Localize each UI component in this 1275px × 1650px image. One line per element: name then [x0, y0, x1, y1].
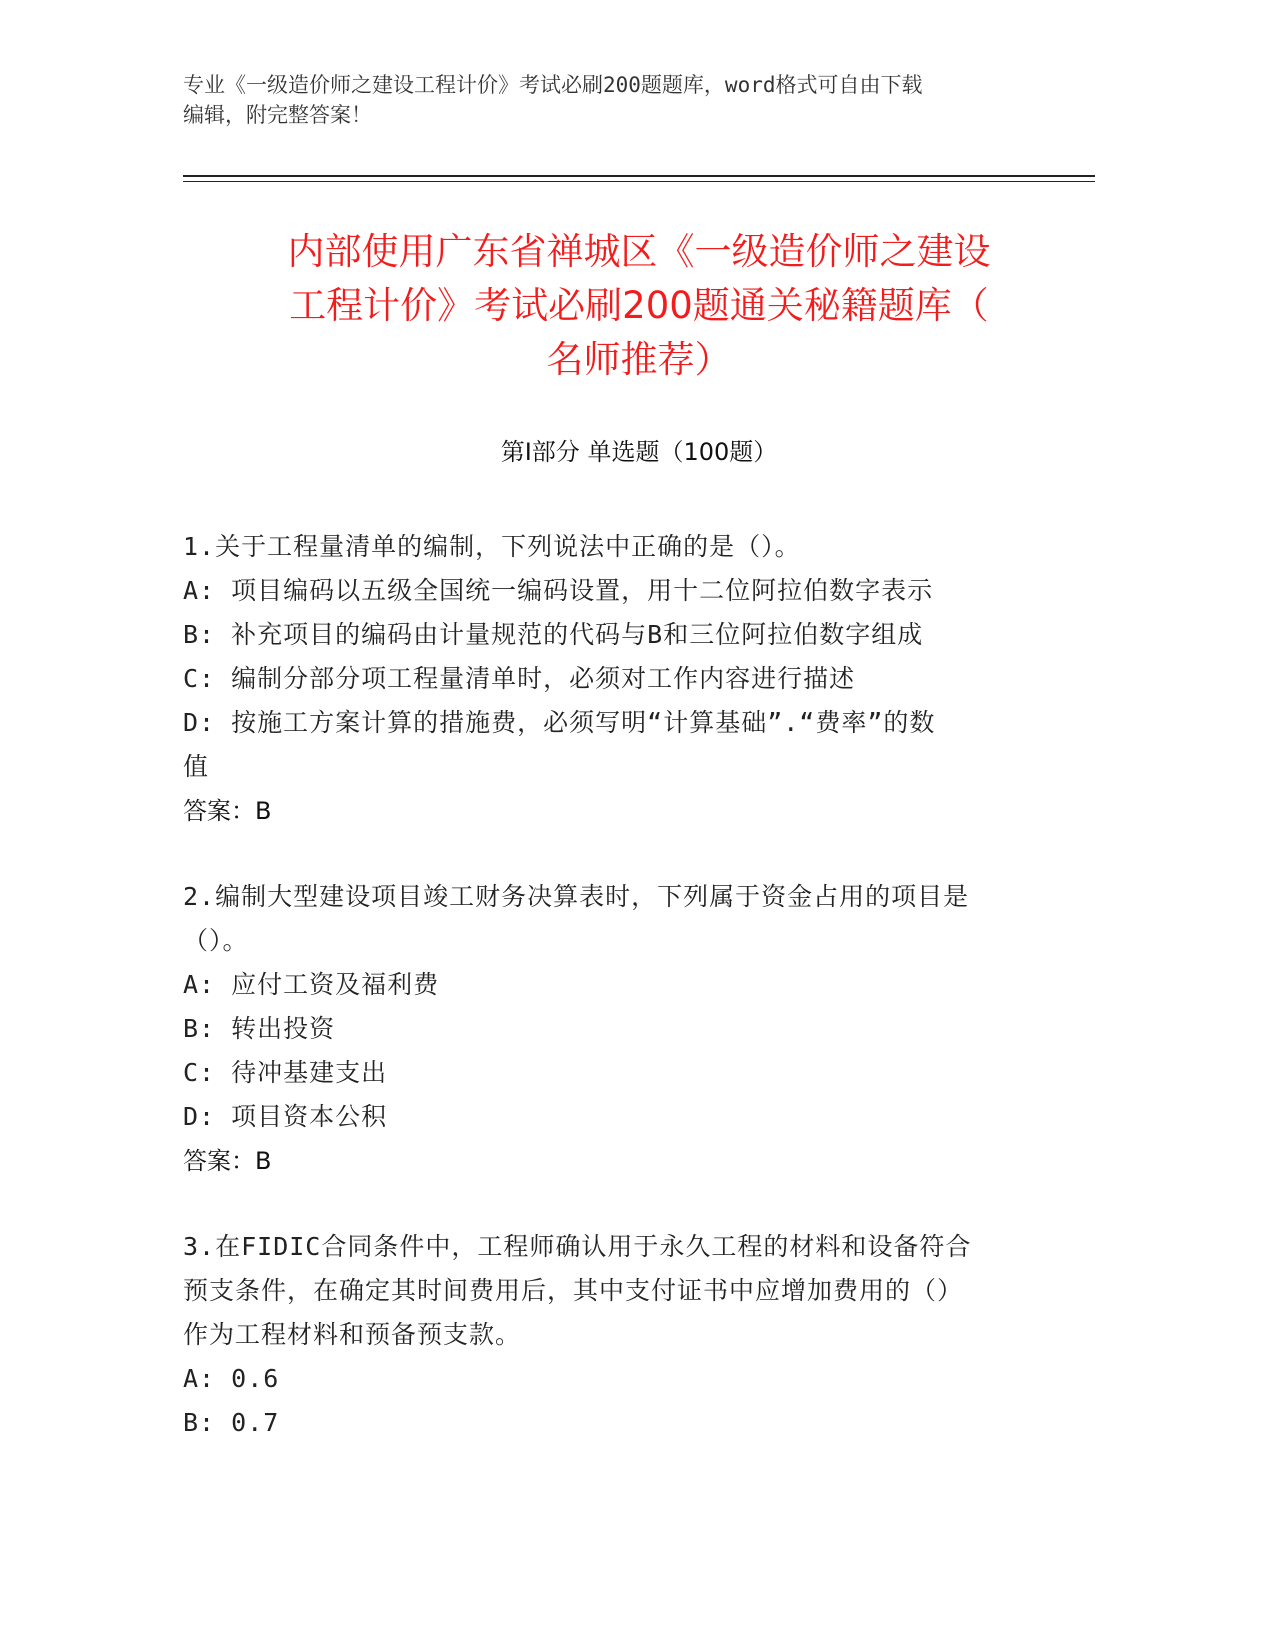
- question-1: [183, 525, 1083, 833]
- section-title: 第Ⅰ部分 单选题（100题）: [500, 438, 778, 466]
- header-divider-thin: [183, 181, 1095, 182]
- question-2: [183, 875, 1083, 1183]
- document-title-line-3: 名师推荐）: [546, 338, 732, 381]
- option-c: C: 编制分部分项工程量清单时，必须对工作内容进行描述: [183, 664, 856, 693]
- question-stem-continued: （）。: [183, 926, 249, 955]
- header-divider-thick: [183, 175, 1095, 177]
- option-a: A: 应付工资及福利费: [183, 970, 440, 999]
- header-note-line-1: 专业《一级造价师之建设工程计价》考试必刷200题题库，word格式可自由下载: [183, 73, 923, 97]
- option-a: A: 0.6: [183, 1364, 280, 1393]
- question-stem: 2.编制大型建设项目竣工财务决算表时，下列属于资金占用的项目是: [183, 882, 970, 911]
- answer: 答案：B: [183, 797, 272, 825]
- header-note: [183, 70, 1033, 130]
- question-stem-continued: 预支条件，在确定其时间费用后，其中支付证书中应增加费用的（）: [183, 1276, 964, 1305]
- option-b: B: 补充项目的编码由计量规范的代码与B和三位阿拉伯数字组成: [183, 620, 924, 649]
- document-title-line-2: 工程计价》考试必刷200题通关秘籍题库（: [289, 284, 989, 327]
- question-stem: 3.在FIDIC合同条件中，工程师确认用于永久工程的材料和设备符合: [183, 1232, 972, 1261]
- option-d-continued: 值: [183, 752, 210, 781]
- question-stem: 1.关于工程量清单的编制，下列说法中正确的是（）。: [183, 532, 801, 561]
- answer: 答案：B: [183, 1147, 272, 1175]
- option-a: A: 项目编码以五级全国统一编码设置，用十二位阿拉伯数字表示: [183, 576, 934, 605]
- document-title-line-1: 内部使用广东省禅城区《一级造价师之建设: [287, 230, 991, 273]
- header-note-line-2: 编辑，附完整答案！: [183, 103, 372, 127]
- question-3: [183, 1225, 1083, 1445]
- document-title: [183, 225, 1095, 387]
- option-d: D: 按施工方案计算的措施费，必须写明“计算基础”.“费率”的数: [183, 708, 936, 737]
- option-b: B: 转出投资: [183, 1014, 336, 1043]
- question-list: [183, 525, 1083, 1487]
- question-stem-continued: 作为工程材料和预备预支款。: [183, 1320, 522, 1349]
- option-d: D: 项目资本公积: [183, 1102, 388, 1131]
- option-c: C: 待冲基建支出: [183, 1058, 388, 1087]
- option-b: B: 0.7: [183, 1408, 280, 1437]
